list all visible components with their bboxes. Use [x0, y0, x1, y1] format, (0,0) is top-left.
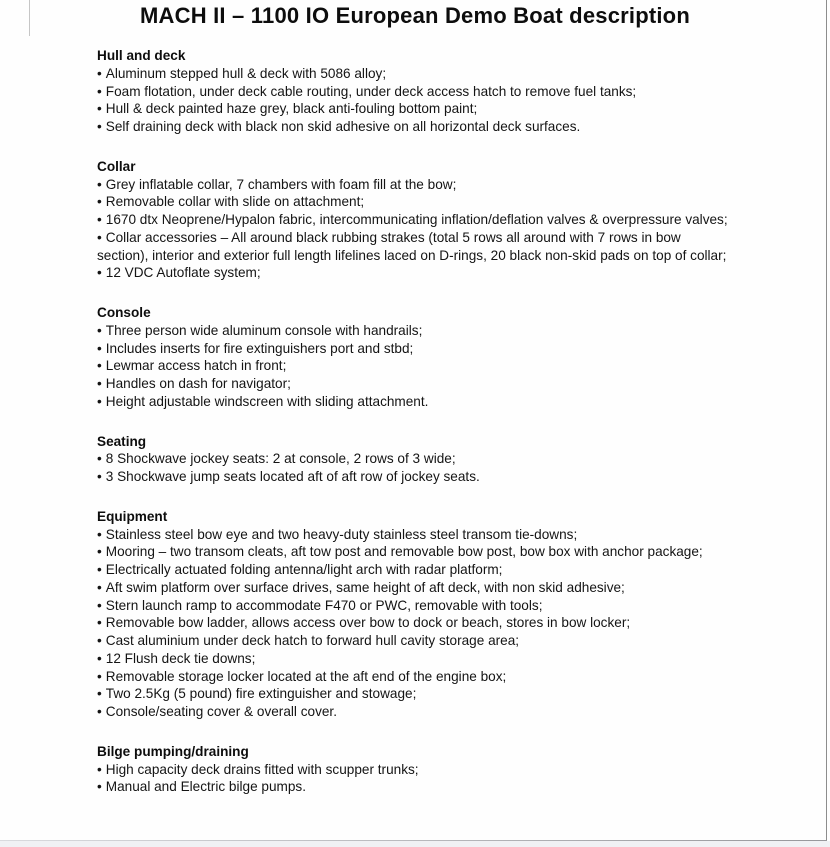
bullet-text: 12 Flush deck tie downs;	[105, 650, 256, 666]
bullet-item	[97, 632, 729, 650]
bullet-marker: •	[97, 340, 102, 356]
bullet-marker: •	[97, 229, 102, 245]
bullet-marker: •	[97, 544, 102, 560]
bullet-text: Manual and Electric bilge pumps.	[105, 779, 307, 795]
page-left-edge-tick	[29, 0, 30, 36]
bullet-item	[97, 375, 729, 393]
bullet-marker: •	[97, 83, 102, 99]
bullet-item	[97, 193, 729, 211]
bullet-marker: •	[97, 633, 102, 648]
bullet-marker: •	[97, 376, 102, 391]
section-heading: Hull and deck	[97, 48, 186, 63]
bullet-text: Removable bow ladder, allows access over bow to dock or beach, stores in bow locker;	[105, 615, 631, 631]
bullet-marker: •	[97, 686, 102, 702]
bullet-text: Grey inflatable collar, 7 chambers with foam fill at the bow;	[105, 176, 457, 192]
bullet-marker: •	[97, 704, 102, 719]
bullet-item	[97, 83, 729, 101]
bullet-item	[97, 650, 729, 668]
bullet-text: 8 Shockwave jockey seats: 2 at console, 2 rows of 3 wide;	[105, 451, 456, 467]
bullet-marker: •	[97, 615, 102, 631]
section-console	[97, 304, 729, 411]
bullet-item	[97, 357, 729, 375]
bullet-marker: •	[97, 393, 102, 409]
bullet-item	[97, 229, 729, 265]
bullet-item	[97, 579, 729, 597]
bullet-text: Aluminum stepped hull & deck with 5086 alloy;	[105, 65, 387, 81]
bullet-text: Aft swim platform over surface drives, same height of aft deck, with non skid adhesive;	[105, 579, 625, 595]
bullet-text: Hull & deck painted haze grey, black anti-fouling bottom paint;	[105, 101, 478, 117]
bullet-item	[97, 468, 729, 486]
bullet-item	[97, 264, 729, 282]
bullet-item	[97, 450, 729, 468]
bullet-item	[97, 118, 729, 136]
section-collar	[97, 158, 729, 282]
bullet-text: High capacity deck drains fitted with scupper trunks;	[105, 761, 419, 777]
bullet-item	[97, 393, 729, 411]
bullet-marker: •	[97, 650, 102, 666]
bullet-text: Stainless steel bow eye and two heavy-duty stainless steel transom tie-downs;	[105, 526, 578, 542]
bullet-item	[97, 685, 729, 703]
bullet-item	[97, 340, 729, 358]
bullet-text: Collar accessories – All around black rubbing strakes (total 5 rows all around with 7 rows in bow section), interior and exterior full length lifelines laced on D-rings, 20 black non-skid pads on top of collar;	[97, 229, 727, 263]
bullet-text: Console/seating cover & overall cover.	[105, 704, 337, 719]
bullet-marker: •	[97, 597, 102, 613]
bullet-text: Stern launch ramp to accommodate F470 or PWC, removable with tools;	[105, 597, 543, 613]
bullet-text: Removable storage locker located at the aft end of the engine box;	[105, 668, 507, 684]
bullet-item	[97, 526, 729, 544]
bullet-marker: •	[97, 322, 102, 338]
bullet-text: Foam flotation, under deck cable routing, under deck access hatch to remove fuel tanks;	[105, 83, 637, 99]
bullet-text: Self draining deck with black non skid adhesive on all horizontal deck surfaces.	[105, 119, 581, 134]
bullet-item	[97, 761, 729, 779]
bullet-item	[97, 614, 729, 632]
bullet-marker: •	[97, 101, 102, 117]
bullet-marker: •	[97, 562, 102, 577]
bullet-item	[97, 703, 729, 721]
bullet-marker: •	[97, 451, 102, 467]
bullet-text: Removable collar with slide on attachment;	[105, 194, 365, 210]
bullet-text: Mooring – two transom cleats, aft tow post and removable bow post, bow box with anchor package;	[105, 544, 703, 560]
document-title: MACH II – 1100 IO European Demo Boat description	[140, 3, 690, 28]
bullet-item	[97, 100, 729, 118]
bullet-text: Height adjustable windscreen with sliding attachment.	[105, 393, 429, 409]
bullet-text: Two 2.5Kg (5 pound) fire extinguisher and stowage;	[105, 686, 417, 702]
bullet-marker: •	[97, 668, 102, 684]
bullet-marker: •	[97, 212, 102, 227]
section-heading: Console	[97, 305, 151, 320]
bullet-marker: •	[97, 469, 102, 484]
section-heading: Bilge pumping/draining	[97, 743, 249, 759]
bullet-item	[97, 543, 729, 561]
section-equipment	[97, 508, 729, 721]
below-page-background-band	[0, 841, 830, 847]
section-heading: Collar	[97, 158, 136, 174]
bullet-item	[97, 561, 729, 579]
bullet-item	[97, 322, 729, 340]
page-right-edge-line	[826, 0, 827, 841]
bullet-text: Three person wide aluminum console with handrails;	[105, 322, 423, 338]
bullet-text: 1670 dtx Neoprene/Hypalon fabric, intercommunicating inflation/deflation valves & overpressure valves;	[105, 212, 728, 227]
section-heading: Equipment	[97, 508, 168, 524]
section-hull-and-deck	[97, 47, 729, 136]
bullet-item	[97, 668, 729, 686]
section-seating	[97, 433, 729, 486]
section-bilge-pumping-draining	[97, 743, 729, 796]
bullet-marker: •	[97, 779, 102, 795]
bullet-item	[97, 176, 729, 194]
bullet-marker: •	[97, 761, 102, 777]
bullet-marker: •	[97, 579, 102, 595]
bullet-text: Handles on dash for navigator;	[105, 376, 291, 391]
bullet-marker: •	[97, 176, 102, 192]
bullet-marker: •	[97, 265, 102, 281]
bullet-marker: •	[97, 526, 102, 542]
document-body	[97, 47, 729, 796]
bullet-text: 3 Shockwave jump seats located aft of aft row of jockey seats.	[105, 469, 480, 484]
bullet-marker: •	[97, 194, 102, 210]
bullet-item	[97, 778, 729, 796]
bullet-marker: •	[97, 358, 102, 374]
bullet-text: Cast aluminium under deck hatch to forward hull cavity storage area;	[105, 633, 520, 648]
bullet-text: Electrically actuated folding antenna/light arch with radar platform;	[105, 562, 503, 577]
bullet-marker: •	[97, 65, 102, 81]
bullet-text: Includes inserts for fire extinguishers port and stbd;	[105, 340, 414, 356]
section-heading: Seating	[97, 433, 147, 449]
bullet-item	[97, 597, 729, 615]
bullet-marker: •	[97, 119, 102, 134]
bullet-text: 12 VDC Autoflate system;	[105, 265, 261, 281]
bullet-item	[97, 65, 729, 83]
bullet-item	[97, 211, 729, 229]
bullet-text: Lewmar access hatch in front;	[105, 358, 287, 374]
